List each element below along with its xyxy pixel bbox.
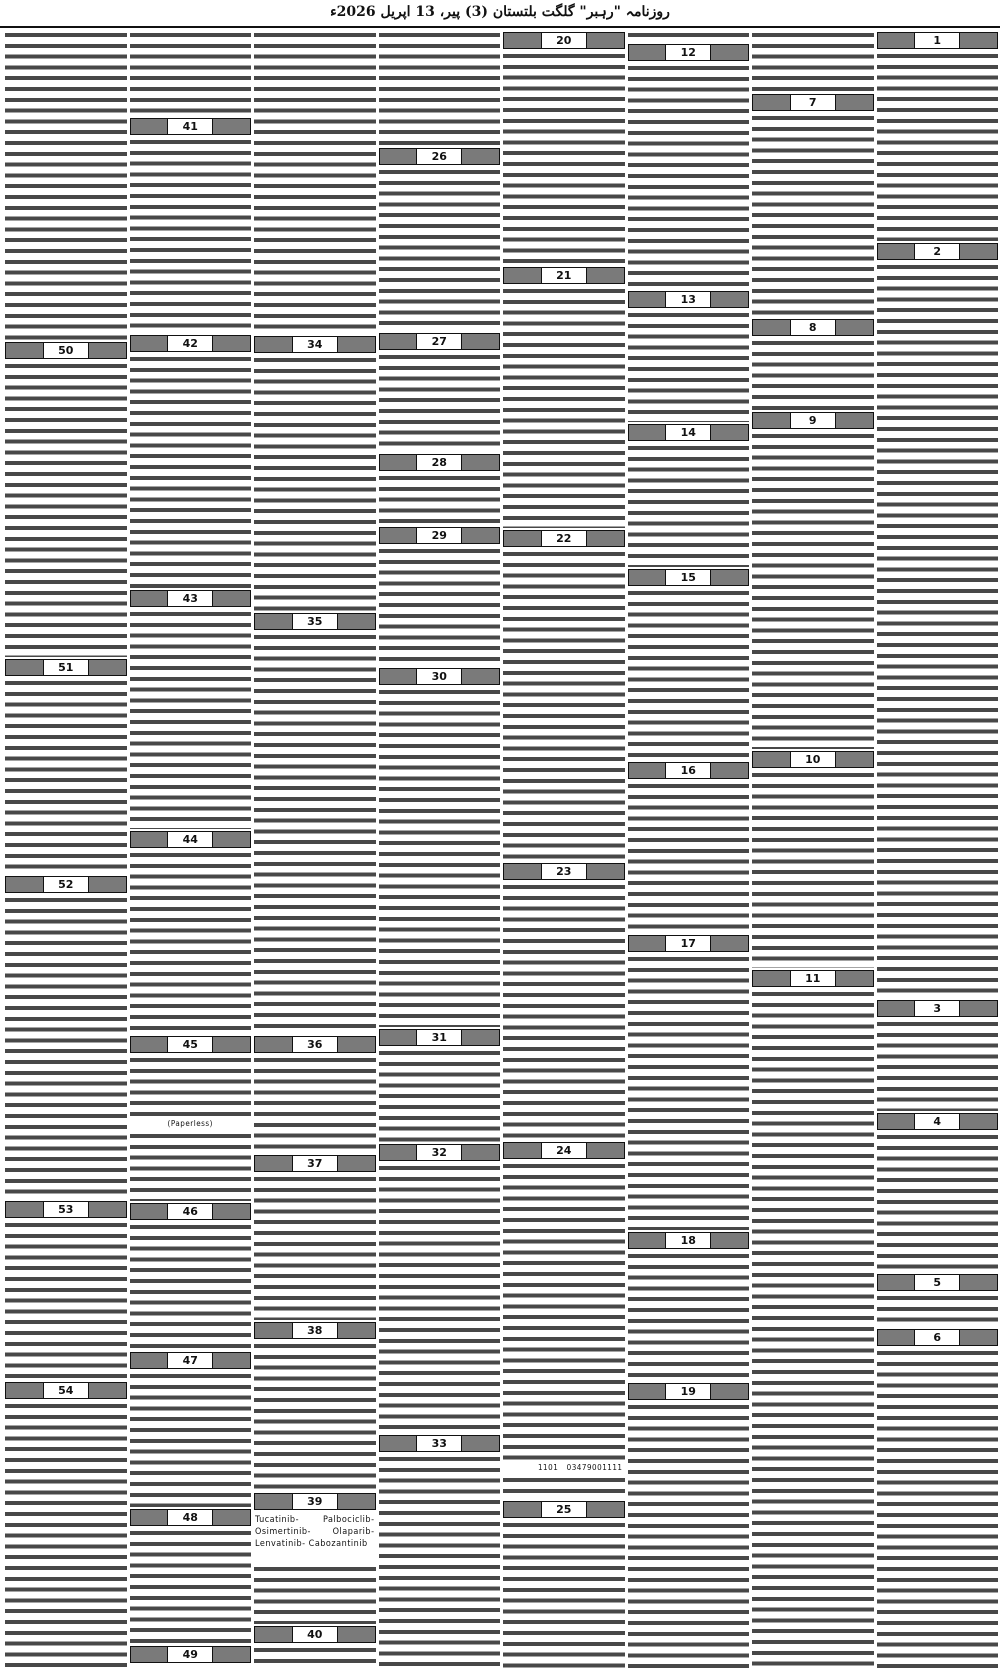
article-text — [130, 1371, 252, 1507]
section-number: 44 — [167, 832, 213, 847]
section-number: 40 — [292, 1627, 338, 1642]
article-text — [628, 954, 750, 1230]
section-number: 22 — [541, 531, 587, 546]
section-number: 47 — [167, 1353, 213, 1368]
article-text — [628, 310, 750, 422]
section-number: 37 — [292, 1156, 338, 1171]
article-text — [628, 443, 750, 567]
contact-line — [503, 1463, 625, 1475]
section-header — [628, 1232, 750, 1249]
section-number: 28 — [416, 455, 462, 470]
section-header — [5, 1201, 127, 1218]
section-number: 34 — [292, 337, 338, 352]
article-text — [130, 137, 252, 333]
section-header — [379, 454, 501, 471]
section-header — [379, 148, 501, 165]
contact-code: 1101 — [537, 1463, 559, 1472]
article-text — [254, 1341, 376, 1491]
section-number: 29 — [416, 528, 462, 543]
article-text — [379, 473, 501, 525]
section-number: 32 — [416, 1145, 462, 1160]
section-number: 39 — [292, 1494, 338, 1509]
section-header — [379, 1029, 501, 1046]
section-header — [628, 44, 750, 61]
article-text — [130, 1222, 252, 1350]
article-text — [254, 355, 376, 611]
section-number: 25 — [541, 1502, 587, 1517]
article-text — [503, 549, 625, 861]
section-number: 52 — [43, 877, 89, 892]
article-text — [877, 262, 999, 998]
section-header — [130, 1646, 252, 1663]
section-header — [254, 1036, 376, 1053]
section-header — [379, 1144, 501, 1161]
article-text — [379, 1048, 501, 1142]
column-7 — [130, 30, 252, 1668]
section-number: 13 — [665, 292, 711, 307]
section-number: 53 — [43, 1202, 89, 1217]
article-text — [379, 1454, 501, 1668]
article-text — [503, 1520, 625, 1668]
article-text — [254, 1055, 376, 1153]
article-text — [628, 30, 750, 42]
section-number: 51 — [43, 660, 89, 675]
section-header — [254, 613, 376, 630]
section-number: 20 — [541, 33, 587, 48]
section-header — [130, 590, 252, 607]
article-text — [752, 113, 874, 317]
section-header — [130, 1036, 252, 1053]
article-text — [5, 1401, 127, 1668]
section-header — [379, 668, 501, 685]
section-number: 1 — [914, 33, 960, 48]
section-header — [254, 1493, 376, 1510]
section-header — [5, 1382, 127, 1399]
section-number: 33 — [416, 1436, 462, 1451]
section-header — [379, 1435, 501, 1452]
article-text — [5, 361, 127, 657]
section-number: 21 — [541, 268, 587, 283]
section-header — [254, 1626, 376, 1643]
article-text — [379, 1163, 501, 1433]
article-text — [254, 30, 376, 334]
article-text — [130, 1665, 252, 1668]
section-header — [130, 335, 252, 352]
article-text — [130, 1055, 252, 1119]
section-header — [503, 267, 625, 284]
article-text — [503, 1475, 625, 1499]
section-number: 48 — [167, 1510, 213, 1525]
article-text — [130, 30, 252, 116]
section-number: 35 — [292, 614, 338, 629]
article-text — [628, 1251, 750, 1381]
section-number: 23 — [541, 864, 587, 879]
section-number: 14 — [665, 425, 711, 440]
section-header — [130, 831, 252, 848]
section-number: 46 — [167, 1204, 213, 1219]
article-text — [503, 882, 625, 1140]
article-text — [877, 1293, 999, 1327]
section-number: 31 — [416, 1030, 462, 1045]
section-header — [503, 1142, 625, 1159]
section-header — [130, 118, 252, 135]
section-header — [628, 762, 750, 779]
section-header — [254, 336, 376, 353]
paperless-label: (Paperless) — [167, 1119, 213, 1128]
section-header — [5, 342, 127, 359]
section-number: 18 — [665, 1233, 711, 1248]
section-header — [130, 1352, 252, 1369]
section-header — [628, 935, 750, 952]
section-header — [877, 243, 999, 260]
section-header — [5, 876, 127, 893]
section-number: 3 — [914, 1001, 960, 1016]
article-text — [752, 989, 874, 1668]
section-number: 42 — [167, 336, 213, 351]
section-number: 50 — [43, 343, 89, 358]
article-text — [130, 354, 252, 588]
section-header — [752, 970, 874, 987]
section-number: 43 — [167, 591, 213, 606]
section-header — [379, 333, 501, 350]
column-5 — [379, 30, 501, 1668]
section-number: 24 — [541, 1143, 587, 1158]
section-number: 2 — [914, 244, 960, 259]
section-number: 54 — [43, 1383, 89, 1398]
section-number: 15 — [665, 570, 711, 585]
section-header — [752, 319, 874, 336]
article-text — [752, 431, 874, 749]
article-text — [254, 1645, 376, 1668]
newspaper-page — [2, 30, 998, 1668]
article-text — [379, 546, 501, 666]
article-text — [877, 1348, 999, 1668]
section-number: 45 — [167, 1037, 213, 1052]
section-header — [877, 32, 999, 49]
section-number: 27 — [416, 334, 462, 349]
drug-names: Tucatinib- Palbociclib- Osimertinib- Olaparib- Lenvatinib- Cabozantinib — [255, 1515, 375, 1549]
section-number: 10 — [790, 752, 836, 767]
article-text — [5, 1220, 127, 1380]
article-text — [628, 1402, 750, 1668]
contact-phone: 03479001111 — [566, 1463, 623, 1472]
section-header — [628, 424, 750, 441]
section-number: 8 — [790, 320, 836, 335]
article-text — [130, 1131, 252, 1201]
section-number: 19 — [665, 1384, 711, 1399]
article-text — [379, 30, 501, 146]
section-header — [503, 530, 625, 547]
section-number: 5 — [914, 1275, 960, 1290]
article-text — [254, 1564, 376, 1624]
article-text — [752, 338, 874, 410]
article-text — [130, 1528, 252, 1644]
section-header — [628, 291, 750, 308]
section-header — [5, 659, 127, 676]
section-header — [130, 1509, 252, 1526]
section-number: 16 — [665, 763, 711, 778]
article-text — [254, 1174, 376, 1320]
section-number: 36 — [292, 1037, 338, 1052]
article-text — [5, 678, 127, 874]
page-masthead: روزنامہ "رہبر" گلگت بلتستان (3) پیر، 13 اپریل 2026ء — [0, 0, 1000, 28]
section-header — [379, 527, 501, 544]
section-header — [503, 32, 625, 49]
section-number: 4 — [914, 1114, 960, 1129]
section-number: 26 — [416, 149, 462, 164]
article-text — [877, 1132, 999, 1272]
section-number: 30 — [416, 669, 462, 684]
section-header — [752, 94, 874, 111]
column-1 — [877, 30, 999, 1668]
section-header — [254, 1155, 376, 1172]
section-number: 49 — [167, 1647, 213, 1662]
section-number: 41 — [167, 119, 213, 134]
article-text — [379, 352, 501, 452]
article-text — [503, 51, 625, 265]
article-text — [877, 51, 999, 241]
section-header — [628, 569, 750, 586]
article-text — [379, 167, 501, 331]
section-header — [877, 1000, 999, 1017]
column-4 — [503, 30, 625, 1668]
article-text — [130, 850, 252, 1034]
section-header — [503, 1501, 625, 1518]
section-header — [130, 1203, 252, 1220]
article-text — [628, 781, 750, 933]
section-header — [877, 1113, 999, 1130]
article-text — [628, 588, 750, 760]
article-text — [503, 1161, 625, 1463]
section-header — [503, 863, 625, 880]
section-header — [752, 751, 874, 768]
section-number: 7 — [790, 95, 836, 110]
section-header — [877, 1329, 999, 1346]
section-number: 6 — [914, 1330, 960, 1345]
article-text — [5, 30, 127, 340]
article-text — [254, 632, 376, 1034]
section-header — [752, 412, 874, 429]
column-2 — [752, 30, 874, 1668]
section-header — [877, 1274, 999, 1291]
section-number: 38 — [292, 1323, 338, 1338]
article-text — [503, 286, 625, 528]
section-number: 17 — [665, 936, 711, 951]
article-text — [5, 895, 127, 1199]
article-text — [628, 63, 750, 289]
column-6 — [254, 30, 376, 1668]
column-8 — [5, 30, 127, 1668]
section-number: 12 — [665, 45, 711, 60]
article-text — [130, 609, 252, 829]
article-text — [752, 770, 874, 968]
section-number: 11 — [790, 971, 836, 986]
article-text — [752, 30, 874, 92]
column-3 — [628, 30, 750, 1668]
article-text — [379, 687, 501, 1027]
section-header — [254, 1322, 376, 1339]
article-text — [877, 1019, 999, 1111]
section-header — [628, 1383, 750, 1400]
section-number: 9 — [790, 413, 836, 428]
